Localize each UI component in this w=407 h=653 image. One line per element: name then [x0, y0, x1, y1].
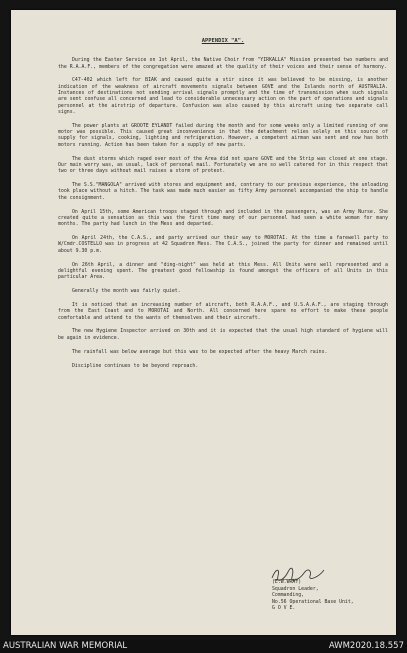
document-page: [11, 10, 396, 635]
document-body: [58, 38, 388, 374]
paragraph: The S.S."MANGOLA" arrived with stores and equipment and, contrary to our previous experience, the unloading took place without a hitch. The task was made much easier as fifty Army personnel accompanied the ship to handle the consignment.: [58, 182, 388, 201]
paragraph: It is noticed that an increasing number of aircraft, both R.A.A.F., and U.S.A.A.F., are staging through from the East Coast and to MOROTAI and North. All concerned here spare no effort to make these people comfortable and attend to the wants of themselves and their aircraft.: [58, 301, 388, 321]
signatory-location: G O V E.: [272, 605, 296, 611]
closing-line: Discipline continues to be beyond reproach.: [72, 362, 199, 369]
paragraph: On April 24th, the C.A.S., and party arrived our their way to MOROTAI. At the time a farewell party to W/Cmdr.COSTELLO was in progress at 42 Squadron Mess. The C.A.S., joined the party for dinner and remained until about 9.30 p.m.: [58, 235, 388, 254]
paragraph: The new Hygiene Inspector arrived on 30th and it is expected that the usual high standard of hygiene will be again in evidence.: [58, 328, 388, 341]
paragraph: During the Easter Service on 1st April, the Native Choir from "YIRKALLA" Mission presented two numbers and the R.A.A.F., members of the congregation were amazed at the quality of their voices and their sense of harmony.: [58, 57, 388, 70]
footer-accession-number: AWM2020.18.557: [328, 641, 404, 651]
signatory-name: (E.W.WRAY): [272, 579, 302, 585]
signatory-unit: No.56 Operational Base Unit,: [272, 598, 354, 605]
signature-block: [272, 579, 382, 612]
footer-bar: [0, 640, 407, 653]
signatory-role: Commanding,: [272, 592, 305, 598]
document-title: APPENDIX "A".: [201, 38, 245, 44]
paragraph-list: [58, 57, 388, 355]
paragraph: The power plants at GROOTE EYLANDT failed during the month and for some weeks only a limited running of one motor was possible. This caused great inconvenience in that the detachment relies solely on this source of supply for signals, cooking, lighting and refrigeration. However, a competent airman was sent and now has both motors running. Action has been taken for a supply of new parts.: [58, 122, 388, 148]
paragraph: Generally the month was fairly quiet.: [72, 288, 181, 295]
paragraph: On April 15th, some American troops staged through and included in the passengers, was an Army Nurse. She created quite a sensation as this was the first time many of our personnel had seen a white woman for many months. The party had lunch in the Mess and departed.: [58, 208, 388, 228]
paragraph: The rainfall was below average but this was to be expected after the heavy March rains.: [72, 348, 328, 355]
signatory-rank: Squadron Leader,: [272, 585, 319, 592]
paragraph: On 26th April, a dinner and "ding-night" was held at this Mess. All Units were well represented and a delightful evening spent. The greatest good fellowship is found amongst the officers of all Units in this particular Area.: [58, 261, 388, 281]
paragraph: C47-402 which left for BIAK and caused quite a stir since it was believed to be missing, is another indication of the weakness of aircraft movements signals between GOVE and the Islands north of AUSTRALIA. Instances of destinations not sending arrival signals promptly and the time of transmission when such signals are sent confuse all concerned and lead to considerable unnecessary action on the part of operations and signals personnel at the airstrip of departure. Confusion was also caused by this aircraft using two separate call signs.: [58, 77, 388, 115]
footer-institution: AUSTRALIAN WAR MEMORIAL: [3, 641, 128, 651]
paragraph: The dust storms which raged over most of the Area did not spare GOVE and the Strip was closed at one stage. Our main worry was, as usual, lack of personal mail. Fortunately we are so well catered for in this respect that two or three days without mail raises a storm of protest.: [58, 155, 388, 175]
